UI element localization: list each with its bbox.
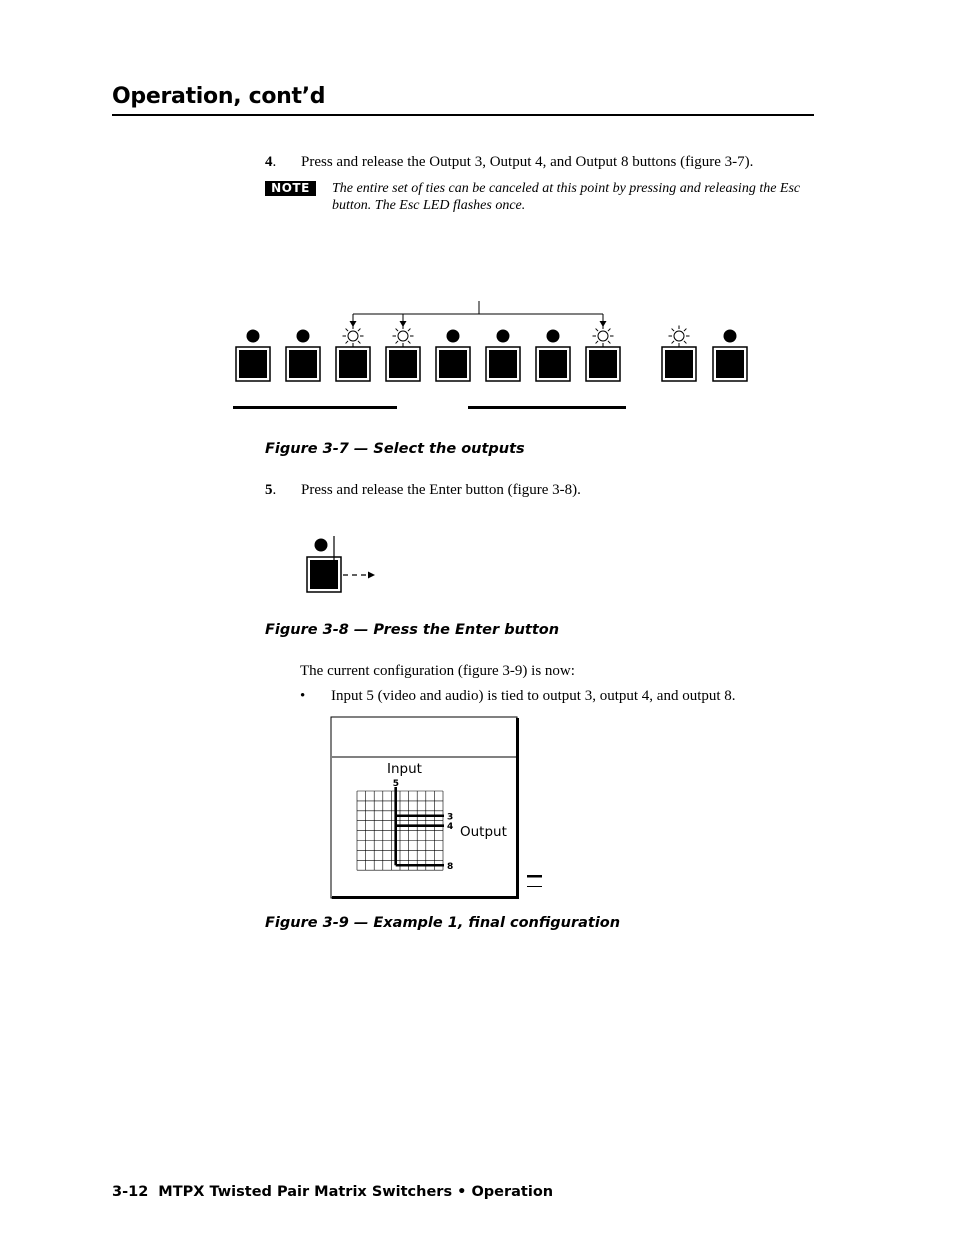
input-number: 5 (392, 779, 399, 789)
output-number-3: 3 (447, 812, 454, 823)
led-off-icon (497, 330, 510, 343)
button-face (539, 350, 567, 378)
output-group-bar (468, 406, 626, 409)
bullet-symbol: • (300, 688, 306, 704)
led-off-icon (547, 330, 560, 343)
step-number: 5. (265, 482, 277, 498)
led-lit-icon (393, 326, 414, 347)
figure-3-9-caption: Figure 3-9 — Example 1, final configuration (265, 915, 621, 931)
button-face (665, 350, 693, 378)
panel-button-6 (486, 330, 520, 382)
led-off-icon (297, 330, 310, 343)
figure-3-7-caption: Figure 3-7 — Select the outputs (265, 441, 525, 457)
button-face (239, 350, 267, 378)
bullet-text: Input 5 (video and audio) is tied to output 3, output 4, and output 8. (331, 688, 736, 704)
page-number: 3-12 (112, 1184, 149, 1200)
panel-button-8 (586, 326, 620, 382)
led-lit-icon (593, 326, 614, 347)
panel-button-4 (386, 326, 420, 382)
footer-text: MTPX Twisted Pair Matrix Switchers • Operation (158, 1184, 554, 1200)
header-rule (112, 114, 814, 116)
step-text: Press and release the Output 3, Output 4, and Output 8 buttons (figure 3-7). (301, 154, 754, 170)
led-lit-icon (343, 326, 364, 347)
button-face (439, 350, 467, 378)
output-label: Output (460, 824, 507, 840)
note-badge: NOTE (265, 181, 316, 196)
panel-button-5 (436, 330, 470, 382)
figure-3-8-caption: Figure 3-8 — Press the Enter button (265, 622, 560, 638)
step-number: 4. (265, 154, 277, 170)
panel-button-9 (662, 326, 696, 382)
step-text: Press and release the Enter button (figure 3-8). (301, 482, 581, 498)
side-mark-thick (527, 875, 542, 878)
configuration-intro: The current configuration (figure 3-9) is now: (300, 663, 575, 679)
output-number-4: 4 (447, 822, 454, 833)
output-number-8: 8 (447, 861, 454, 872)
panel-button-1 (236, 330, 270, 382)
figure-3-8-enter-button (300, 532, 390, 597)
button-face (489, 350, 517, 378)
panel-button-7 (536, 330, 570, 382)
input-group-bar (233, 406, 397, 409)
button-face (289, 350, 317, 378)
note-text: The entire set of ties can be canceled at this point by pressing and releasing the Esc button. The Esc LED flashes once. (332, 181, 801, 213)
button-face (716, 350, 744, 378)
lcd-frame-shadow-right (516, 718, 519, 899)
page-title: Operation, cont’d (112, 84, 326, 109)
page-footer (112, 1184, 553, 1200)
button-face (389, 350, 417, 378)
input-label: Input (387, 761, 422, 777)
output-selection-bracket (350, 301, 607, 327)
figure-3-9-configuration-diagram (320, 710, 550, 902)
led-off-icon (447, 330, 460, 343)
led-lit-icon (669, 326, 690, 347)
led-off-icon (724, 330, 737, 343)
lcd-frame-shadow-bottom (332, 896, 518, 899)
button-face (339, 350, 367, 378)
panel-button-3 (336, 326, 370, 382)
panel-button-10 (713, 330, 747, 382)
side-mark-thin (527, 886, 542, 887)
enter-led (315, 539, 328, 552)
led-off-icon (247, 330, 260, 343)
lcd-frame (331, 717, 517, 898)
button-face (589, 350, 617, 378)
figure-3-7-button-panel (225, 295, 765, 415)
panel-button-2 (286, 330, 320, 382)
